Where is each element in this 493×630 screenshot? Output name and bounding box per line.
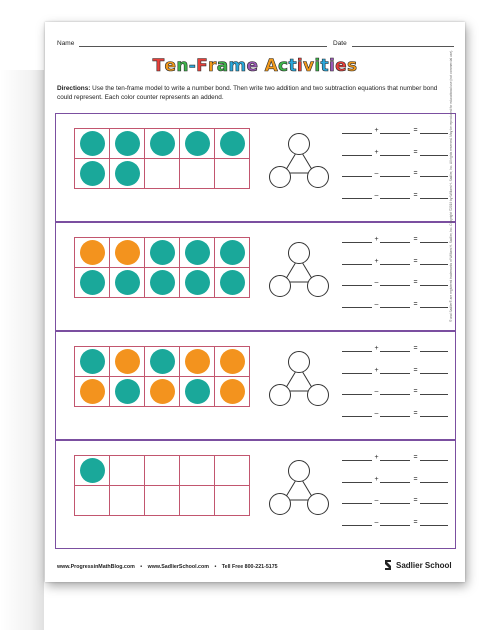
ten-frame-cell [110, 456, 145, 486]
ten-frame-cell [145, 268, 180, 298]
ten-frame-cell [75, 159, 110, 189]
date-line [352, 39, 454, 47]
equation-blank[interactable] [342, 176, 372, 177]
ten-frame-cell [75, 377, 110, 407]
title-letter: r [208, 56, 217, 76]
number-bond-whole[interactable] [289, 134, 310, 155]
worksheet-title [45, 56, 465, 76]
equation-blank[interactable] [420, 242, 448, 243]
teal-counter [80, 131, 105, 156]
equation-blank[interactable] [342, 351, 372, 352]
ten-frame-cell [215, 377, 250, 407]
equation-blank[interactable] [420, 264, 448, 265]
teal-counter [115, 161, 140, 186]
teal-counter [185, 379, 210, 404]
equation-row [342, 449, 452, 471]
number-bond[interactable] [268, 459, 330, 517]
equation-operator: – [374, 409, 379, 417]
equation-row [342, 122, 452, 144]
ten-frame-cell [75, 347, 110, 377]
teal-counter [150, 131, 175, 156]
ten-frame [74, 346, 250, 407]
equation-blank[interactable] [380, 155, 410, 156]
equation-row [342, 405, 452, 427]
copyright-notice: ® and Sadlier® are registered trademarks of William H. Sadlier, Inc. Copyright ©2019 by William H. Sadlier, Inc. All rights reserved. May be reproduced for educational use (not commercial use). [449, 49, 453, 322]
equals-sign: = [413, 345, 418, 352]
ten-frame-cell [180, 486, 215, 516]
number-bond-whole[interactable] [289, 461, 310, 482]
equation-blank[interactable] [342, 394, 372, 395]
equation-blank[interactable] [420, 133, 448, 134]
equals-sign: = [413, 191, 418, 199]
equation-blank[interactable] [380, 351, 410, 352]
orange-counter [185, 349, 210, 374]
ten-frame-cell [145, 238, 180, 268]
footer-blog: www.ProgressinMathBlog.com [57, 564, 135, 570]
equation-blank[interactable] [420, 416, 448, 417]
teal-counter [185, 131, 210, 156]
ten-frame-cell [215, 238, 250, 268]
equation-blank[interactable] [380, 373, 410, 374]
ten-frame-cell [75, 486, 110, 516]
equals-sign: = [413, 454, 418, 461]
ten-frame-cell [110, 268, 145, 298]
teal-counter [115, 379, 140, 404]
equation-blank[interactable] [342, 525, 372, 526]
equation-blank[interactable] [380, 460, 410, 461]
equation-list [342, 340, 452, 426]
teal-counter [80, 349, 105, 374]
equals-sign: = [413, 257, 418, 265]
equation-operator: – [374, 518, 379, 526]
equals-sign: = [413, 409, 418, 417]
title-letter: e [335, 56, 347, 76]
footer-site: www.SadlierSchool.com [147, 564, 209, 570]
title-letter: i [314, 56, 321, 76]
date-field-row [333, 39, 454, 47]
equation-operator: – [374, 191, 379, 199]
equation-blank[interactable] [380, 307, 410, 308]
equation-row [342, 362, 452, 384]
footer-sep-1: • [140, 564, 143, 570]
ten-frame-cell [145, 486, 180, 516]
ten-frame-cell [110, 347, 145, 377]
teal-counter [150, 270, 175, 295]
equation-operator: + [374, 475, 379, 483]
orange-counter [220, 379, 245, 404]
ten-frame-cell [215, 347, 250, 377]
equation-blank[interactable] [342, 482, 372, 483]
teal-counter [220, 131, 245, 156]
equation-blank[interactable] [420, 307, 448, 308]
number-bond-part[interactable] [308, 385, 329, 406]
name-field-row [57, 39, 327, 47]
equation-row [342, 471, 452, 493]
ten-frame [74, 455, 250, 516]
equation-blank[interactable] [420, 394, 448, 395]
equation-blank[interactable] [380, 285, 410, 286]
directions-body: Use the ten-frame model to write a number bond. Then write two addition and two subtraction equations that number bond could represent. Each color counter represents an addend. [57, 85, 438, 102]
equation-blank[interactable] [380, 198, 410, 199]
ten-frame-cell [75, 456, 110, 486]
equation-blank[interactable] [420, 460, 448, 461]
equation-blank[interactable] [420, 198, 448, 199]
equation-row [342, 231, 452, 253]
title-letter: n [176, 56, 189, 76]
teal-counter [150, 240, 175, 265]
ten-frame-cell [110, 238, 145, 268]
equation-blank[interactable] [342, 264, 372, 265]
equation-blank[interactable] [380, 133, 410, 134]
equals-sign: = [413, 518, 418, 526]
number-bond[interactable] [268, 350, 330, 408]
title-letter: i [296, 56, 304, 76]
equals-sign: = [413, 279, 418, 286]
title-letter: e [246, 56, 259, 76]
equation-blank[interactable] [342, 155, 372, 156]
ten-frame-cell [180, 238, 215, 268]
equation-operator: + [374, 257, 379, 265]
equals-sign: = [413, 366, 418, 374]
worksheet-page [45, 22, 465, 582]
title-letter: t [320, 56, 329, 76]
activity-panel [55, 331, 456, 440]
orange-counter [80, 240, 105, 265]
title-letter: i [328, 56, 336, 76]
ten-frame-cell [110, 129, 145, 159]
equation-row [342, 296, 452, 318]
title-letter: c [278, 56, 289, 76]
equals-sign: = [413, 497, 418, 504]
equation-row [342, 492, 452, 514]
name-label: Name [57, 40, 75, 47]
equation-blank[interactable] [342, 133, 372, 134]
equation-blank[interactable] [342, 373, 372, 374]
equation-blank[interactable] [380, 394, 410, 395]
equation-operator: + [374, 236, 379, 243]
equation-operator: + [374, 454, 379, 461]
teal-counter [150, 349, 175, 374]
equation-row [342, 253, 452, 275]
number-bond-part[interactable] [270, 494, 291, 515]
equation-blank[interactable] [342, 416, 372, 417]
equals-sign: = [413, 170, 418, 177]
equation-blank[interactable] [420, 285, 448, 286]
ten-frame-cell [180, 159, 215, 189]
number-bond-part[interactable] [308, 276, 329, 297]
equation-row [342, 165, 452, 187]
equation-blank[interactable] [342, 285, 372, 286]
equation-row [342, 514, 452, 536]
orange-counter [115, 349, 140, 374]
teal-counter [220, 270, 245, 295]
ten-frame [74, 128, 250, 189]
equation-blank[interactable] [420, 503, 448, 504]
teal-counter [185, 240, 210, 265]
title-letter: T [152, 56, 165, 76]
equation-blank[interactable] [380, 176, 410, 177]
title-letter: e [164, 56, 177, 76]
equation-blank[interactable] [342, 242, 372, 243]
number-bond[interactable] [268, 241, 330, 299]
title-letter: t [288, 56, 297, 76]
number-bond-whole[interactable] [289, 243, 310, 264]
directions-text [57, 84, 452, 102]
activity-panel [55, 222, 456, 331]
brand-name: Sadlier School [396, 560, 452, 570]
number-bond-part[interactable] [308, 167, 329, 188]
teal-counter [115, 270, 140, 295]
equation-blank[interactable] [380, 503, 410, 504]
equation-blank[interactable] [380, 264, 410, 265]
title-letter: - [188, 56, 197, 76]
number-bond-part[interactable] [270, 167, 291, 188]
equation-row [342, 274, 452, 296]
number-bond-part[interactable] [270, 276, 291, 297]
ten-frame-cell [180, 456, 215, 486]
ten-frame-cell [145, 159, 180, 189]
equals-sign: = [413, 148, 418, 156]
equation-row [342, 383, 452, 405]
ten-frame-cell [180, 377, 215, 407]
title-letter: s [346, 56, 358, 76]
equation-blank[interactable] [342, 198, 372, 199]
title-letter: a [216, 56, 229, 76]
equals-sign: = [413, 127, 418, 134]
ten-frame-cell [145, 377, 180, 407]
equation-blank[interactable] [420, 525, 448, 526]
ten-frame-cell [180, 268, 215, 298]
equation-operator: – [374, 279, 379, 286]
teal-counter [80, 458, 105, 483]
ten-frame-cell [215, 129, 250, 159]
ten-frame-cell [110, 159, 145, 189]
activity-panel [55, 440, 456, 549]
number-bond-whole[interactable] [289, 352, 310, 373]
ten-frame-cell [215, 268, 250, 298]
equation-operator: – [374, 170, 379, 177]
equation-row [342, 144, 452, 166]
ten-frame-cell [145, 347, 180, 377]
ten-frame [74, 237, 250, 298]
teal-counter [115, 131, 140, 156]
equation-blank[interactable] [380, 242, 410, 243]
equation-row [342, 187, 452, 209]
activity-panel [55, 113, 456, 222]
title-letter: A [264, 56, 279, 76]
equation-blank[interactable] [380, 525, 410, 526]
teal-counter [80, 161, 105, 186]
equation-blank[interactable] [420, 176, 448, 177]
ten-frame-cell [145, 456, 180, 486]
title-letter: v [303, 56, 315, 76]
equation-blank[interactable] [342, 503, 372, 504]
equation-blank[interactable] [380, 482, 410, 483]
ten-frame-cell [110, 377, 145, 407]
ten-frame-cell [215, 456, 250, 486]
footer-sep-2: • [214, 564, 217, 570]
orange-counter [115, 240, 140, 265]
equation-operator: – [374, 388, 379, 395]
equals-sign: = [413, 300, 418, 308]
equation-operator: + [374, 345, 379, 352]
teal-counter [80, 270, 105, 295]
teal-counter [220, 240, 245, 265]
footer-phone: Tell Free 800-221-5175 [221, 564, 278, 570]
teal-counter [185, 270, 210, 295]
title-letter: F [196, 56, 209, 76]
equation-blank[interactable] [420, 373, 448, 374]
equation-row [342, 340, 452, 362]
sadlier-brand [383, 559, 452, 571]
equation-blank[interactable] [342, 460, 372, 461]
sadlier-logo-icon [383, 559, 393, 571]
equation-list [342, 231, 452, 317]
equation-operator: + [374, 127, 379, 134]
equation-blank[interactable] [420, 351, 448, 352]
equation-list [342, 449, 452, 535]
directions-label: Directions: [57, 85, 91, 92]
equals-sign: = [413, 475, 418, 483]
ten-frame-cell [75, 238, 110, 268]
ten-frame-cell [145, 129, 180, 159]
orange-counter [80, 379, 105, 404]
title-letter: m [228, 56, 247, 76]
name-line [79, 39, 327, 47]
number-bond-part[interactable] [270, 385, 291, 406]
ten-frame-cell [110, 486, 145, 516]
equation-operator: – [374, 497, 379, 504]
ten-frame-cell [75, 268, 110, 298]
equation-blank[interactable] [420, 482, 448, 483]
orange-counter [220, 349, 245, 374]
ten-frame-cell [215, 159, 250, 189]
equation-blank[interactable] [342, 307, 372, 308]
equation-list [342, 122, 452, 208]
page-shadow [0, 70, 44, 630]
date-label: Date [333, 40, 347, 47]
equals-sign: = [413, 388, 418, 395]
equation-operator: + [374, 148, 379, 156]
ten-frame-cell [180, 129, 215, 159]
equation-operator: + [374, 366, 379, 374]
equation-blank[interactable] [380, 416, 410, 417]
ten-frame-cell [75, 129, 110, 159]
footer-links [57, 564, 282, 570]
equation-blank[interactable] [420, 155, 448, 156]
number-bond-part[interactable] [308, 494, 329, 515]
equation-operator: – [374, 300, 379, 308]
ten-frame-cell [180, 347, 215, 377]
ten-frame-cell [215, 486, 250, 516]
orange-counter [150, 379, 175, 404]
number-bond[interactable] [268, 132, 330, 190]
equals-sign: = [413, 236, 418, 243]
